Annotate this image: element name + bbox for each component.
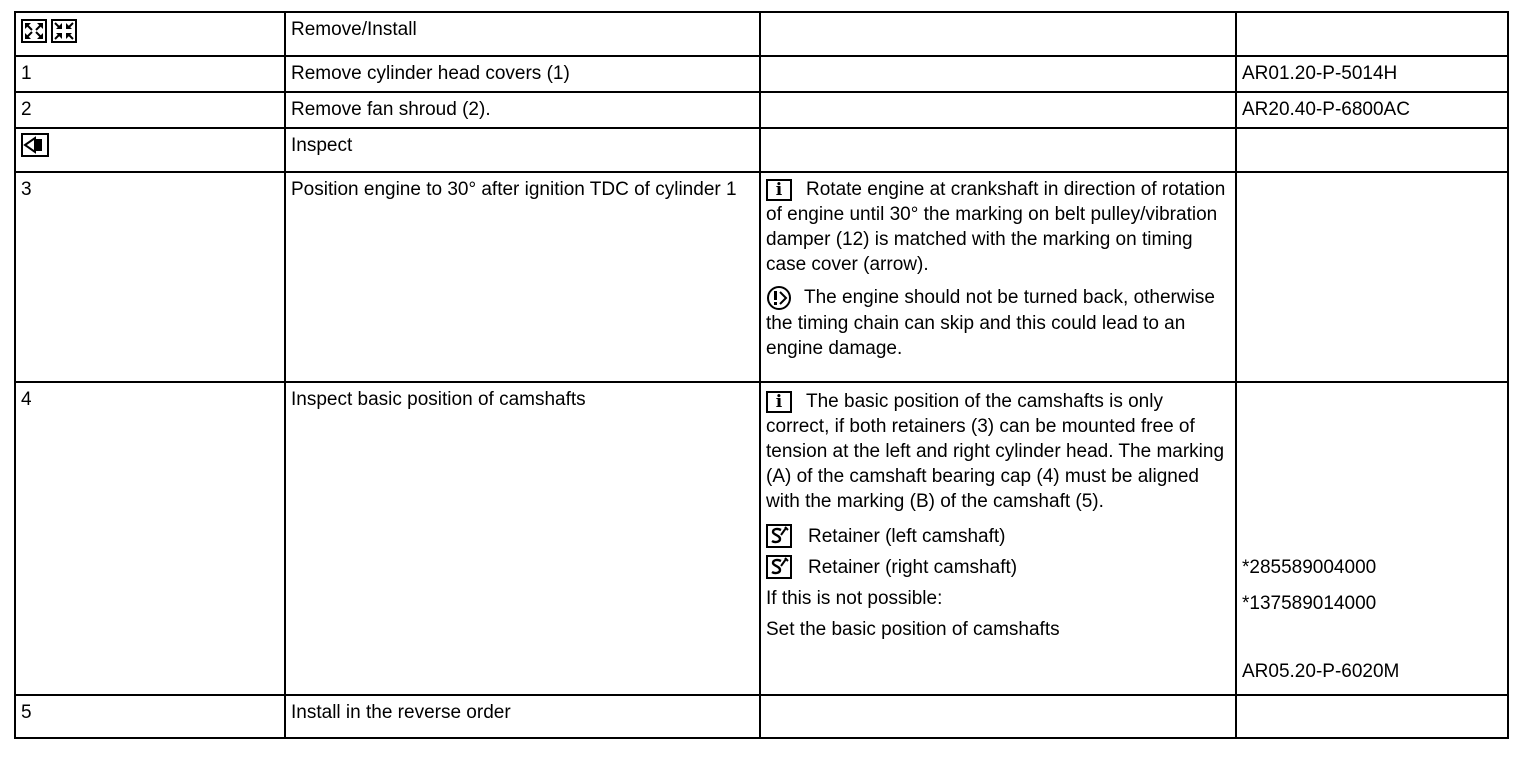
step-reference-link[interactable]: AR01.20-P-5014H <box>1236 56 1508 92</box>
expand-icon <box>21 19 47 43</box>
table-row <box>15 695 1508 738</box>
caution-note <box>766 285 1230 361</box>
caution-icon <box>766 285 792 311</box>
step-reference <box>1236 172 1508 382</box>
table-row <box>15 382 1508 695</box>
header-title: Remove/Install <box>285 12 760 56</box>
info-note <box>766 389 1230 514</box>
inspect-empty-cell-4 <box>1236 128 1508 172</box>
header-empty-cell-3 <box>760 12 1236 56</box>
inspect-header-row <box>15 128 1508 172</box>
header-icon-cell <box>15 12 285 56</box>
collapse-icon <box>51 19 77 43</box>
step-notes <box>760 695 1236 738</box>
header-empty-cell-4 <box>1236 12 1508 56</box>
step-notes <box>760 382 1236 695</box>
step-operation: Install in the reverse order <box>285 695 760 738</box>
step-number: 3 <box>15 172 285 382</box>
step-number: 4 <box>15 382 285 695</box>
step-notes <box>760 172 1236 382</box>
step-reference <box>1236 695 1508 738</box>
step-reference-link[interactable]: AR20.40-P-6800AC <box>1236 92 1508 128</box>
tool-part-number: *137589014000 <box>1242 593 1377 614</box>
step-reference-link[interactable]: AR05.20-P-6020M <box>1242 661 1400 682</box>
step-operation: Inspect basic position of camshafts <box>285 382 760 695</box>
table-row <box>15 56 1508 92</box>
special-tool-icon <box>766 555 792 579</box>
step-operation: Position engine to 30° after ignition TDC of cylinder 1 <box>285 172 760 382</box>
info-note <box>766 177 1230 277</box>
special-tool-icon <box>766 524 792 548</box>
inspect-title: Inspect <box>285 128 760 172</box>
tool-row-right <box>766 555 1230 580</box>
step-operation: Remove cylinder head covers (1) <box>285 56 760 92</box>
inspect-icon-cell <box>15 128 285 172</box>
table-row <box>15 92 1508 128</box>
step-number: 2 <box>15 92 285 128</box>
tool-part-number: *285589004000 <box>1242 557 1377 578</box>
info-text: The basic position of the camshafts is only correct, if both retainers (3) can be mounted free of tension at the left and right cylinder head. The marking (A) of the camshaft bearing cap (4) must be aligned with the marking (B) of the camshaft (5). <box>766 391 1225 512</box>
tool-label: Retainer (right camshaft) <box>808 557 1018 578</box>
tool-row-left <box>766 524 1230 549</box>
step-notes <box>760 92 1236 128</box>
step-number: 1 <box>15 56 285 92</box>
inspect-empty-cell-3 <box>760 128 1236 172</box>
info-text: Rotate engine at crankshaft in direction of rotation of engine until 30° the marking on belt pulley/vibration damper (12) is matched with the marking on timing case cover (arrow). <box>766 179 1226 275</box>
procedure-table <box>14 11 1509 739</box>
step-operation: Remove fan shroud (2). <box>285 92 760 128</box>
remove-install-icon <box>21 19 77 43</box>
step-reference <box>1236 382 1508 695</box>
inspect-icon <box>21 133 49 157</box>
header-row <box>15 12 1508 56</box>
table-row <box>15 172 1508 382</box>
info-icon: i <box>766 179 792 201</box>
fallback-action: Set the basic position of camshafts <box>766 619 1060 640</box>
step-notes <box>760 56 1236 92</box>
info-icon: i <box>766 391 792 413</box>
caution-text: The engine should not be turned back, otherwise the timing chain can skip and this could lead to an engine damage. <box>766 287 1215 359</box>
fallback-label: If this is not possible: <box>766 588 943 609</box>
tool-label: Retainer (left camshaft) <box>808 526 1006 547</box>
step-number: 5 <box>15 695 285 738</box>
